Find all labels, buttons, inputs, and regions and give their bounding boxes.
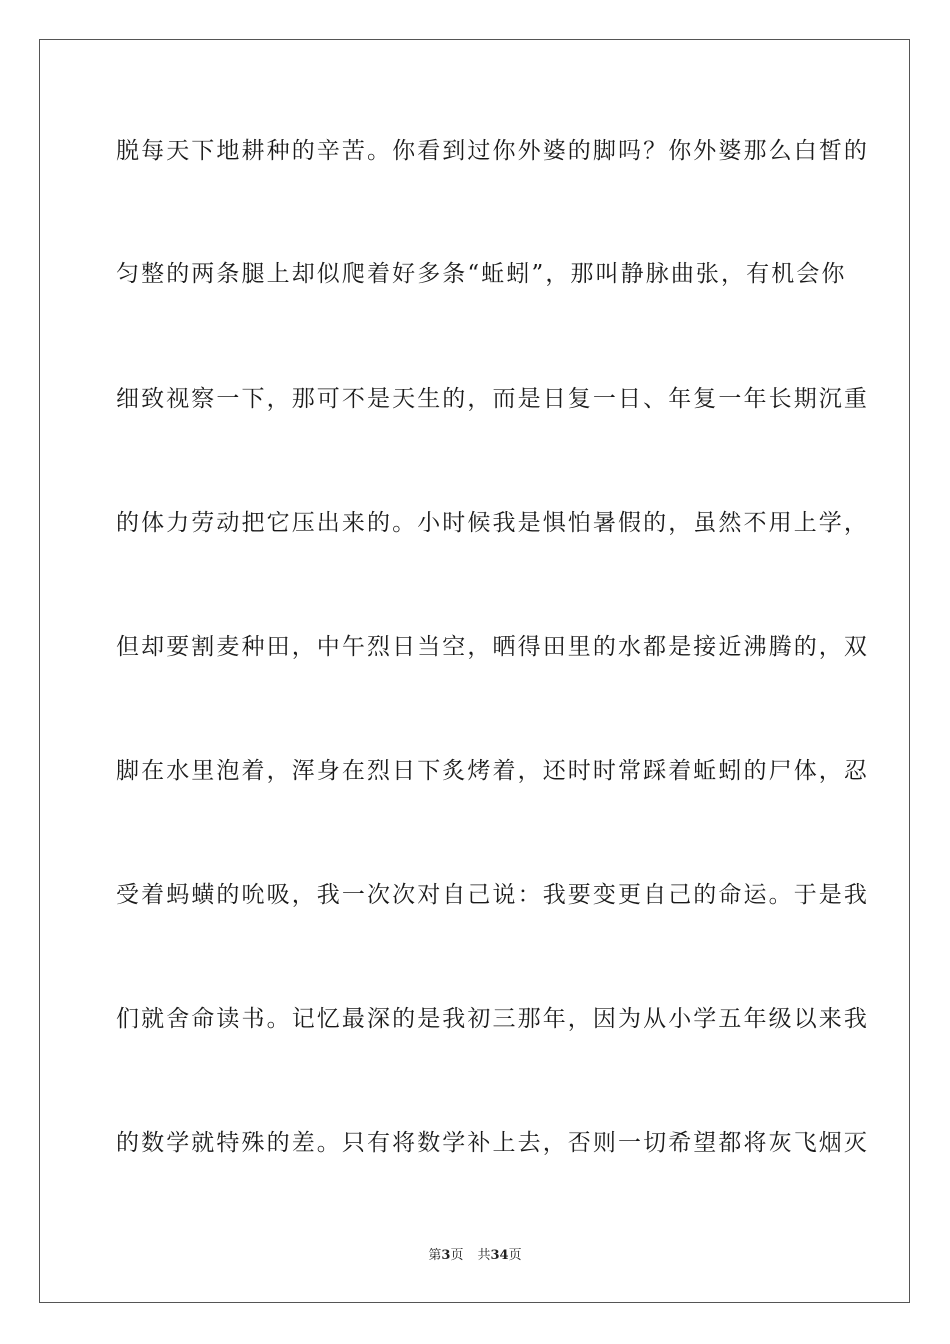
text-line: 脱每天下地耕种的辛苦。你看到过你外婆的脚吗？你外婆那么白皙的 <box>116 138 869 164</box>
text-line: 的数学就特殊的差。只有将数学补上去，否则一切希望都将灰飞烟灭 <box>116 1130 869 1156</box>
page-footer <box>0 1247 950 1265</box>
text-line: 们就舍命读书。记忆最深的是我初三那年，因为从小学五年级以来我 <box>116 1006 869 1032</box>
text-line: 受着蚂蟥的吮吸，我一次次对自己说：我要变更自己的命运。于是我 <box>116 882 869 908</box>
total-pages: 34 <box>490 1248 509 1263</box>
total-label-prefix: 共 <box>477 1248 491 1263</box>
text-line: 但却要割麦种田，中午烈日当空，晒得田里的水都是接近沸腾的，双 <box>116 634 869 660</box>
page-frame <box>39 39 910 1303</box>
total-label-suffix: 页 <box>508 1248 522 1263</box>
text-line: 的体力劳动把它压出来的。小时候我是惧怕暑假的，虽然不用上学， <box>116 510 869 536</box>
text-line: 细致视察一下，那可不是天生的，而是日复一日、年复一年长期沉重 <box>116 386 869 412</box>
page-label-suffix: 页 <box>450 1248 464 1263</box>
page-number: 3 <box>441 1248 451 1263</box>
text-line: 脚在水里泡着，浑身在烈日下炙烤着，还时时常踩着蚯蚓的尸体，忍 <box>116 758 869 784</box>
page-label-prefix: 第 <box>428 1248 442 1263</box>
text-line: 匀整的两条腿上却似爬着好多条“蚯蚓”，那叫静脉曲张，有机会你 <box>116 261 847 287</box>
